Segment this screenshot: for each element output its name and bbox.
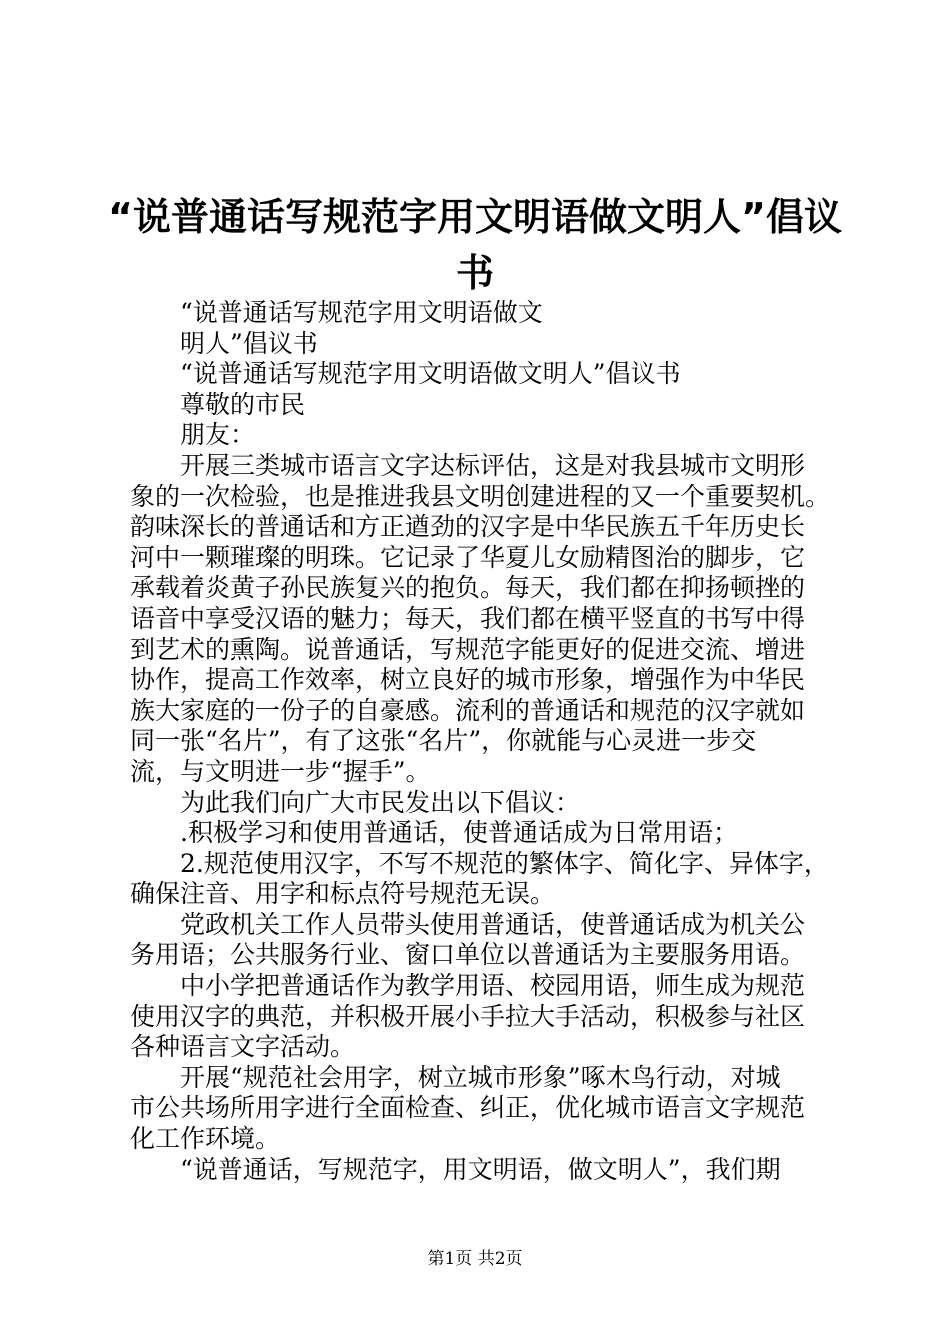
- text-line: 承载着炎黄子孙民族复兴的抱负。每天，我们都在抑扬顿挫的: [130, 573, 806, 603]
- text-line: 市公共场所用字进行全面检查、纠正，优化城市语言文字规范: [130, 1093, 806, 1123]
- text-line: 开展“规范社会用字，树立城市形象”啄木鸟行动，对城: [180, 1062, 781, 1092]
- text-line: 2.规范使用汉字，不写不规范的繁体字、简化字、异体字，: [180, 848, 829, 878]
- text-line: 务用语；公共服务行业、窗口单位以普通话为主要服务用语。: [130, 940, 806, 970]
- text-line: 象的一次检验，也是推进我县文明创建进程的又一个重要契机。: [130, 481, 831, 511]
- text-line: 明人”倡议书: [180, 328, 318, 358]
- text-line: 到艺术的熏陶。说普通话，写规范字能更好的促进交流、增进: [130, 634, 806, 664]
- text-line: 使用汉字的典范，并积极开展小手拉大手活动，积极参与社区: [130, 1001, 806, 1031]
- text-line: 语音中享受汉语的魅力；每天，我们都在横平竖直的书写中得: [130, 603, 806, 633]
- text-line: 协作，提高工作效率，树立良好的城市形象，增强作为中华民: [130, 665, 806, 695]
- text-line: 流，与文明进一步“握手”。: [130, 756, 431, 786]
- text-line: “说普通话写规范字用文明语做文明人”倡议书: [180, 359, 681, 389]
- text-line: 中小学把普通话作为教学用语、校园用语，师生成为规范: [180, 971, 806, 1001]
- text-line: 朋友：: [180, 420, 256, 450]
- text-line: 河中一颗璀璨的明珠。它记录了华夏儿女励精图治的脚步，它: [130, 542, 806, 572]
- document-body: [130, 298, 830, 1185]
- text-line: 为此我们向广大市民发出以下倡议：: [180, 787, 581, 817]
- text-line: 各种语言文字活动。: [130, 1032, 356, 1062]
- text-line: 尊敬的市民: [180, 389, 306, 419]
- document-title-line-1: “说普通话写规范字用文明语做文明人”倡议: [108, 195, 842, 239]
- text-line: 族大家庭的一份子的自豪感。流利的普通话和规范的汉字就如: [130, 695, 806, 725]
- text-line: “说普通话，写规范字，用文明语，做文明人”，我们期: [180, 1154, 781, 1184]
- text-line: 化工作环境。: [130, 1124, 281, 1154]
- text-line: 开展三类城市语言文字达标评估，这是对我县城市文明形: [180, 450, 806, 480]
- text-line: 确保注音、用字和标点符号规范无误。: [130, 879, 556, 909]
- text-line: 韵味深长的普通话和方正遒劲的汉字是中华民族五千年历史长: [130, 512, 806, 542]
- text-line: 党政机关工作人员带头使用普通话，使普通话成为机关公: [180, 909, 806, 939]
- text-line: “说普通话写规范字用文明语做文: [180, 298, 543, 327]
- text-line: .积极学习和使用普通话，使普通话成为日常用语；: [180, 818, 738, 848]
- text-line: 同一张“名片”，有了这张“名片”，你就能与心灵进一步交: [130, 726, 757, 756]
- document-title-line-2: 书: [455, 251, 494, 295]
- page-footer: 第1页 共2页: [427, 1249, 523, 1269]
